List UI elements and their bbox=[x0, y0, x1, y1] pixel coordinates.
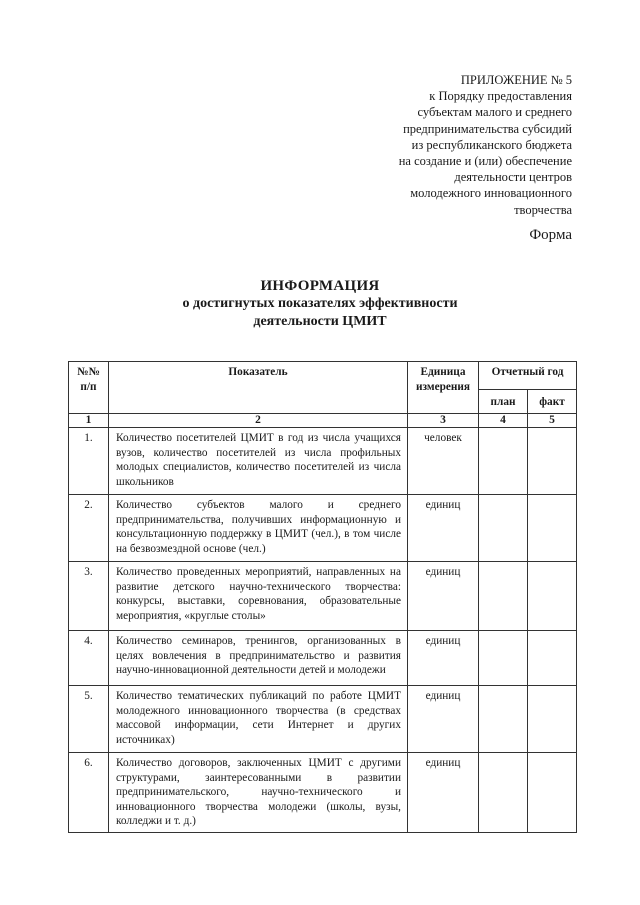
row-fact bbox=[528, 753, 577, 833]
header-unit bbox=[408, 362, 479, 414]
row-number: 1. bbox=[69, 428, 109, 495]
row-fact bbox=[528, 428, 577, 495]
row-number: 3. bbox=[69, 562, 109, 631]
title-line-2: о достигнутых показателях эффективности bbox=[182, 296, 458, 311]
table-row bbox=[69, 631, 577, 686]
header-num-line1: №№ bbox=[77, 366, 100, 378]
row-number: 4. bbox=[69, 631, 109, 686]
table-row bbox=[69, 562, 577, 631]
row-indicator: Количество субъектов малого и среднего предпринимательства, получивших информационную и консультационную поддержку в ЦМИТ (чел.), в том числе на безвозмездной основе (чел.) bbox=[109, 495, 408, 562]
row-unit: единиц bbox=[408, 753, 479, 833]
table-row bbox=[69, 753, 577, 833]
row-unit: единиц bbox=[408, 562, 479, 631]
appendix-line: молодежного инновационного bbox=[410, 186, 572, 201]
row-plan bbox=[479, 631, 528, 686]
row-plan bbox=[479, 562, 528, 631]
row-indicator: Количество тематических публикаций по работе ЦМИТ молодежного инновационного творчества (в средствах массовой информации, сети Интернет и других источниках) bbox=[109, 686, 408, 753]
appendix-line: ПРИЛОЖЕНИЕ № 5 bbox=[460, 73, 572, 87]
column-numbers-row bbox=[69, 414, 577, 428]
appendix-line: субъектам малого и среднего bbox=[417, 105, 572, 120]
header-indicator: Показатель bbox=[109, 362, 408, 414]
row-plan bbox=[479, 495, 528, 562]
appendix-line: к Порядку предоставления bbox=[429, 89, 572, 104]
row-plan bbox=[479, 428, 528, 495]
column-number: 3 bbox=[408, 414, 479, 428]
row-indicator: Количество проведенных мероприятий, направленных на развитие детского научно-технического творчества: конкурсы, выставки, соревнования, образовательные мероприятия, «круглые столы» bbox=[109, 562, 408, 631]
title-line-1: ИНФОРМАЦИЯ bbox=[260, 278, 380, 294]
appendix-line: предпринимательства субсидий bbox=[403, 121, 572, 136]
row-fact bbox=[528, 631, 577, 686]
row-unit: единиц bbox=[408, 686, 479, 753]
appendix-line: творчества bbox=[514, 202, 572, 217]
header-plan: план bbox=[479, 390, 528, 414]
row-unit: единиц bbox=[408, 631, 479, 686]
appendix-line: деятельности центров bbox=[454, 170, 572, 185]
row-fact bbox=[528, 495, 577, 562]
form-label: Форма bbox=[529, 227, 572, 243]
table-row bbox=[69, 428, 577, 495]
row-unit: единиц bbox=[408, 495, 479, 562]
row-indicator: Количество договоров, заключенных ЦМИТ с другими структурами, заинтересованными в развитии предпринимательского, научно-технического и инновационного творчества молодежи (школы, вузы, колледжи и т. д.) bbox=[109, 753, 408, 833]
column-number: 2 bbox=[109, 414, 408, 428]
appendix-line: на создание и (или) обеспечение bbox=[398, 154, 572, 169]
document-title bbox=[0, 277, 640, 331]
appendix-line: из республиканского бюджета bbox=[411, 137, 572, 152]
row-fact bbox=[528, 686, 577, 753]
table-row bbox=[69, 495, 577, 562]
column-number: 1 bbox=[69, 414, 109, 428]
header-unit-line2: измерения bbox=[415, 380, 471, 393]
header-fact: факт bbox=[528, 390, 577, 414]
row-fact bbox=[528, 562, 577, 631]
table-row bbox=[69, 686, 577, 753]
appendix-block bbox=[332, 72, 572, 218]
header-unit-line1: Единица bbox=[420, 366, 466, 378]
row-number: 6. bbox=[69, 753, 109, 833]
row-number: 5. bbox=[69, 686, 109, 753]
row-number: 2. bbox=[69, 495, 109, 562]
row-unit: человек bbox=[408, 428, 479, 495]
row-plan bbox=[479, 753, 528, 833]
column-number: 5 bbox=[528, 414, 577, 428]
row-plan bbox=[479, 686, 528, 753]
header-num bbox=[69, 362, 109, 414]
title-line-3: деятельности ЦМИТ bbox=[253, 314, 387, 329]
row-indicator: Количество семинаров, тренингов, организованных в целях вовлечения в предпринимательство и развития научно-инновационной деятельности детей и молодежи bbox=[109, 631, 408, 686]
header-year: Отчетный год bbox=[479, 362, 577, 390]
indicators-table bbox=[68, 361, 577, 833]
column-number: 4 bbox=[479, 414, 528, 428]
row-indicator: Количество посетителей ЦМИТ в год из числа учащихся вузов, количество посетителей из числа профильных молодых специалистов, количество посетителей из числа школьников bbox=[109, 428, 408, 495]
header-num-line2: п/п bbox=[80, 380, 97, 393]
